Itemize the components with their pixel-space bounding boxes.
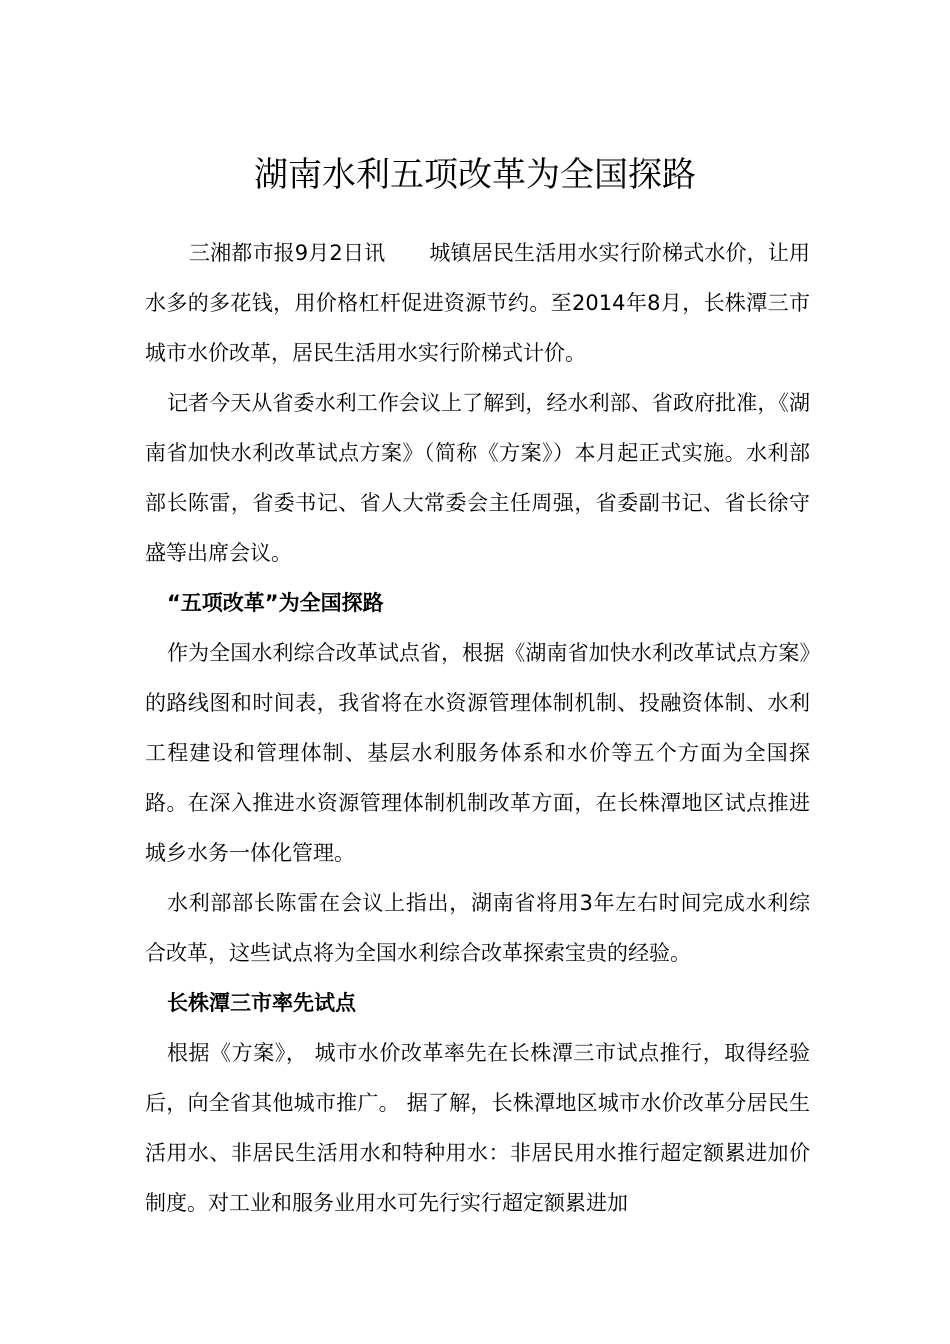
- document-title: 湖南水利五项改革为全国探路: [254, 154, 696, 195]
- dateline: 三湘都市报9月2日讯: [189, 241, 386, 265]
- lead-text: 城镇居民生活用水实行阶梯式水价，让用水多的多花钱，用价格杠杆促进资源节约。至2014年8月，长株潭三市城市水价改革，居民生活用水实行阶梯式计价。: [145, 241, 810, 365]
- paragraph-3: 作为全国水利综合改革试点省，根据《湖南省加快水利改革试点方案》的路线图和时间表，我省将在水资源管理体制机制、投融资体制、水利工程建设和管理体制、基层水利服务体系和水价等五个方面为全国探路。在深入推进水资源管理体制机制改革方面，在长株潭地区试点推进城乡水务一体化管理。: [145, 641, 810, 865]
- document-body: [145, 228, 810, 1228]
- paragraph-5: 根据《方案》， 城市水价改革率先在长株潭三市试点推行，取得经验后，向全省其他城市推广。 据了解，长株潭地区城市水价改革分居民生活用水、非居民生活用水和特种用水：非居民用水推行超定额累进加价制度。对工业和服务业用水可先行实行超定额累进加: [145, 1041, 810, 1215]
- section-heading-2: 长株潭三市率先试点: [167, 991, 356, 1015]
- section-heading-1: “五项改革”为全国探路: [167, 591, 384, 615]
- lead-paragraph: [145, 228, 810, 378]
- paragraph-4: 水利部部长陈雷在会议上指出，湖南省将用3年左右时间完成水利综合改革，这些试点将为全国水利综合改革探索宝贵的经验。: [145, 891, 810, 965]
- paragraph-2: 记者今天从省委水利工作会议上了解到，经水利部、省政府批准，《湖南省加快水利改革试点方案》（简称《方案》）本月起正式实施。水利部部长陈雷，省委书记、省人大常委会主任周强，省委副书记、省长徐守盛等出席会议。: [145, 391, 810, 565]
